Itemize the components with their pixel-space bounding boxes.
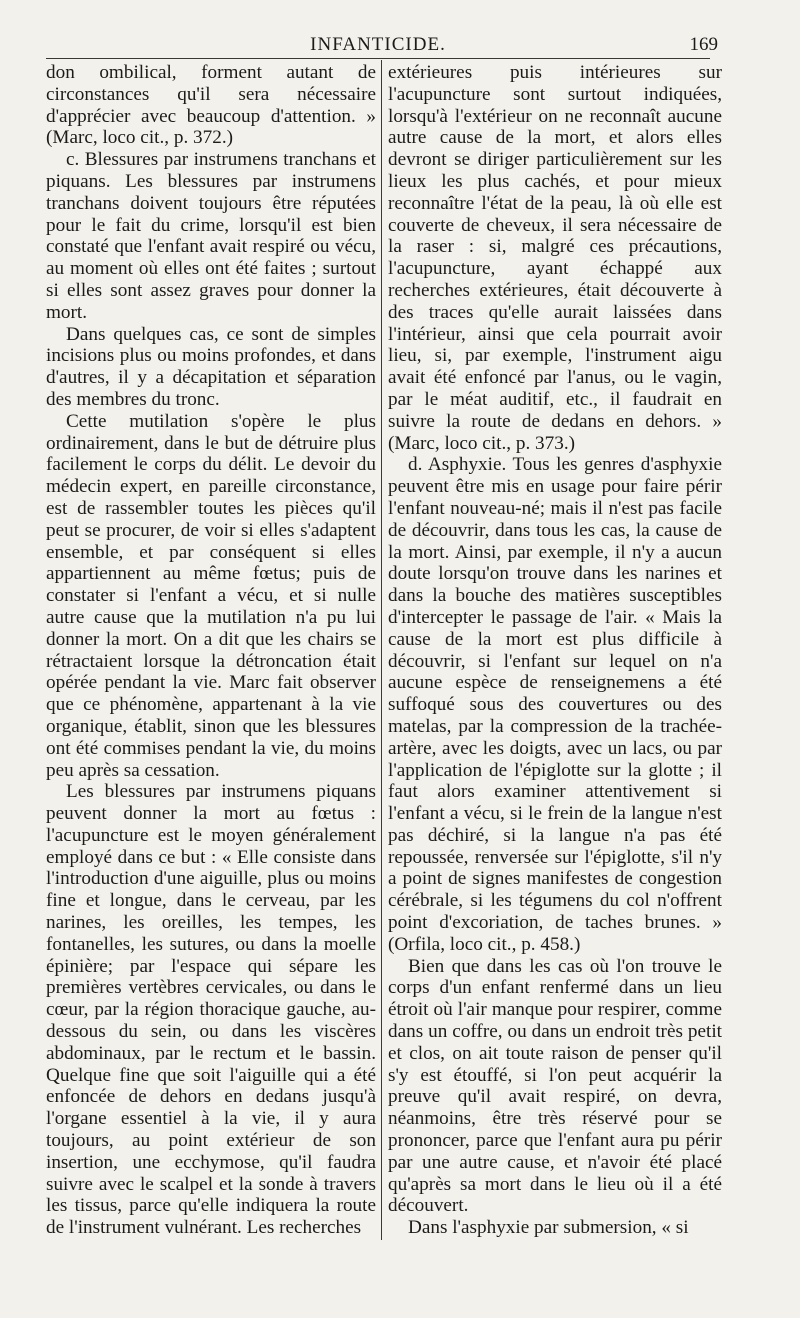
paragraph: extérieures puis intérieures sur l'acupuncture sont surtout indiquées, lorsqu'à l'extérieur on ne reconnaît aucune autre cause de la mort, et alors elles devront se diriger particulièrement sur les lieux les plus cachés, et pour mieux reconnaître l'état de la peau, là où elle est couverte de cheveux, il sera nécessaire de la raser : si, malgré ces précautions, l'acupuncture, ayant échappé aux recherches extérieures, était découverte à des traces qu'elle aurait laissées dans l'intérieur, ainsi que cela pourrait avoir lieu, si, par exemple, l'instrument aigu avait été enfoncé par l'anus, ou le vagin, par le méat auditif, etc., il faudrait en suivre la route de dedans en dehors. » (Marc, loco cit., p. 373.) [388,62,722,454]
running-title: INFANTICIDE. [310,34,446,55]
paragraph: Bien que dans les cas où l'on trouve le corps d'un enfant renfermé dans un lieu étroit où l'air manque pour respirer, comme dans un coffre, ou dans un endroit très petit et clos, on ait toute raison de penser qu'il s'y est étouffé, si l'on peut acquérir la preuve qu'il avait respiré, on devra, néanmoins, être très réservé pour se prononcer, parce que l'enfant aura pu périr par une autre cause, et n'avoir été placé qu'après sa mort dans le lieu où il a été découvert. [388,955,722,1217]
paragraph: d. Asphyxie. Tous les genres d'asphyxie peuvent être mis en usage pour faire périr l'enfant nouveau-né; mais il n'est pas facile de découvrir, dans tous les cas, la cause de la mort. Ainsi, par exemple, il n'y a aucun doute lorsqu'on trouve dans les narines et dans la bouche des matières susceptibles d'intercepter le passage de l'air. « Mais la cause de la mort est plus difficile à découvrir, si l'enfant sur lequel on n'a aucune espèce de renseignemens a été suffoqué sous des couvertures ou des matelas, par la compression de la trachée-artère, avec les doigts, avec un lacs, ou par l'application de l'épiglotte sur la glotte ; il faut alors examiner attentivement si l'enfant a vécu, si le frein de la langue n'est pas déchiré, si la langue n'a pas été repoussée, renversée sur l'épiglotte, s'il n'y a point de signes manifestes de congestion cérébrale, si les tégumens du col n'offrent point d'excoriation, de taches brunes. » (Orfila, loco cit., p. 458.) [388,454,722,955]
column-divider [381,60,382,1240]
paragraph: Dans quelques cas, ce sont de simples incisions plus ou moins profondes, et dans d'autres, il y a décapitation et séparation des membres du tronc. [46,323,376,410]
page-number: 169 [689,34,718,55]
paragraph: Cette mutilation s'opère le plus ordinairement, dans le but de détruire plus facilement le corps du délit. Le devoir du médecin expert, en pareille circonstance, est de rassembler toutes les pièces qu'il peut se procurer, de voir si elles s'adaptent ensemble, et par conséquent si elles appartiennent au même fœtus; puis de constater si l'enfant a vécu, et si nulle autre cause que la mutilation n'a pu lui donner la mort. On a dit que les chairs se rétractaient lorsque la détroncation était opérée pendant la vie. Marc fait observer que ce phénomène, appartenant à la vie organique, établit, sinon que les blessures ont été commises pendant la vie, du moins peu après sa cessation. [46,410,376,781]
paragraph: Les blessures par instrumens piquans peuvent donner la mort au fœtus : l'acupuncture est le moyen généralement employé dans ce but : « Elle consiste dans l'introduction d'une aiguille, plus ou moins fine et longue, dans le cerveau, par les narines, les oreilles, les tempes, les fontanelles, les sutures, ou dans la moelle épinière; par l'espace qui sépare les premières vertèbres cervicales, ou dans le cœur, par la région thoracique gauche, au-dessous du sein, ou dans les viscères abdominaux, par le rectum et le bassin. Quelque fine que soit l'aiguille qui a été enfoncée de dehors en dedans jusqu'à l'organe essentiel à la vie, il y aura toujours, au point extérieur de son insertion, une ecchymose, qu'il faudra suivre avec le scalpel et la sonde à travers les tissus, parce qu'elle indiquera la route de l'instrument vulnérant. Les recherches [46,781,376,1239]
paragraph: don ombilical, forment autant de circonstances qu'il sera nécessaire d'apprécier avec beaucoup d'attention. » (Marc, loco cit., p. 372.) [46,62,376,149]
paragraph: Dans l'asphyxie par submersion, « si [408,1217,689,1239]
left-column [46,62,376,1239]
paragraph: c. Blessures par instrumens tranchans et piquans. Les blessures par instrumens tranchans doivent toujours être réputées pour le fait du crime, lorsqu'il est bien constaté que l'enfant avait respiré ou vécu, au moment où elles ont été faites ; surtout si elles sont assez graves pour donner la mort. [46,149,376,323]
right-column [388,62,722,1239]
running-header [46,34,718,59]
